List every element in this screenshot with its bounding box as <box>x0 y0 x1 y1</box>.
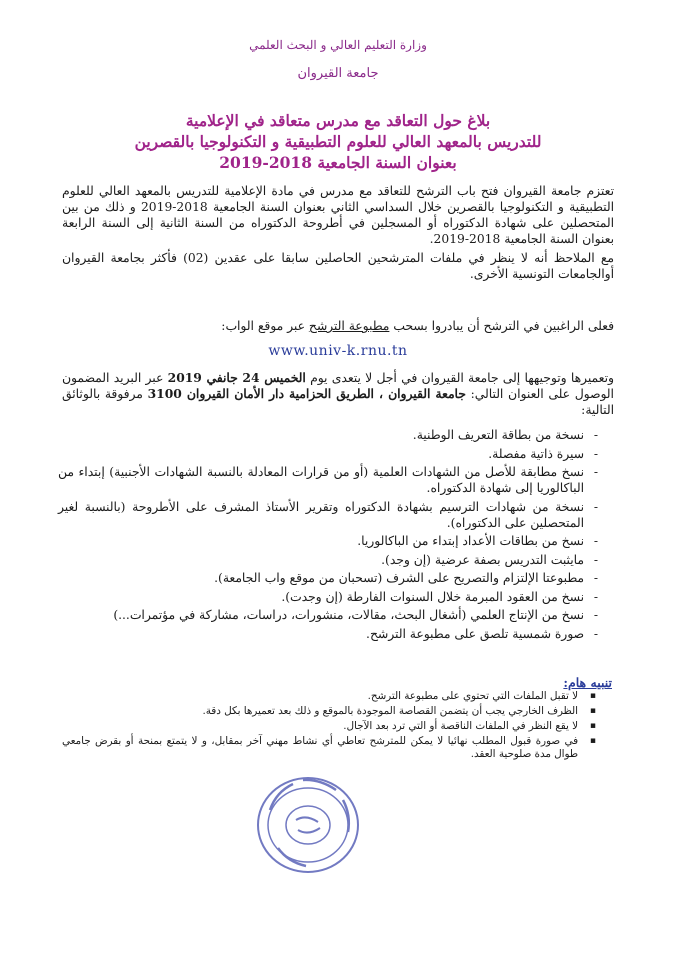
title-line-1: بلاغ حول التعاقد مع مدرس متعاقد في الإعلامية <box>185 111 491 130</box>
document-item: - نسخة من شهادات الترسيم بشهادة الدكتوراه وتقرير الأستاذ المشرف على الأطروحة (بالنسبة لغير المتحصلين على الدكتوراه). <box>58 499 598 531</box>
document-item: - نسخة من بطاقة التعريف الوطنية. <box>58 427 598 443</box>
deadline-text-2: عبر البريد المضمون الوصول على العنوان التالي: <box>62 371 614 401</box>
document-item: - نسخ من بطاقات الأعداد إبتداء من الباكالوريا. <box>58 533 598 549</box>
apply-after-text: عبر موقع الواب: <box>221 319 305 333</box>
document-item: - مايثبت التدريس بصفة عرضية (إن وجد). <box>58 552 598 568</box>
deadline-paragraph <box>62 370 614 418</box>
intro-paragraph: تعتزم جامعة القيروان فتح باب الترشح للتعاقد مع مدرس في مادة الإعلامية للتدريس بالمعهد العالي للعلوم التطبيقية و التكنولوجيا بالقصرين خلال السداسي الثاني بعنوان السنة الجامعية 2018-2019 و ذلك من بين المتحصلين على شهادة الدكتوراه أو المسجلين في أطروحة الدكتوراه من السنة الثانية إلى السنة الرابعة بعنوان السنة الجامعية 2018-2019. <box>62 184 614 246</box>
ministry-name: وزارة التعليم العالي و البحث العلمي <box>249 38 427 52</box>
title-line-3: بعنوان السنة الجامعية 2018-2019 <box>219 153 457 172</box>
document-item: - نسخ من العقود المبرمة خلال السنوات الفارطة (إن وجدت). <box>58 589 598 605</box>
application-form-link[interactable]: مطبوعة الترشح <box>308 319 390 333</box>
university-name: جامعة القيروان <box>297 66 379 81</box>
website-link[interactable]: www.univ-k.rnu.tn <box>268 343 408 359</box>
notice-item: ▪ في صورة قبول المطلب نهائيا لا يمكن للمترشح تعاطي أي نشاط مهني آخر بمقابل، و لا يتمتع بمنحة أو بقرض جامعي طوال مدة صلوحية العقد. <box>62 735 596 761</box>
remark-paragraph: مع الملاحظ أنه لا ينظر في ملفات المترشحين الحاصلين سابقا على عقدين (02) فأكثر بجامعة القيروان أوالجامعات التونسية الأخرى. <box>62 251 614 281</box>
document-item: - نسخ مطابقة للأصل من الشهادات العلمية (أو من قرارات المعادلة بالنسبة الشهادات الأجنبية) إبتداء من الباكالوريا إلى شهادة الدكتوراه. <box>58 464 598 496</box>
deadline-text-1: وتعميرها وتوجيهها إلى جامعة القيروان في أجل لا يتعدى يوم <box>310 371 614 385</box>
official-stamp <box>248 770 368 880</box>
deadline-text-3: مرفوقة بالوثائق التالية: <box>62 387 614 417</box>
document-item: - صورة شمسية تلصق على مطبوعة الترشح. <box>58 626 598 642</box>
document-item: - مطبوعتا الإلتزام والتصريح على الشرف (تسحبان من موقع واب الجامعة). <box>58 570 598 586</box>
postal-address: جامعة القيروان ، الطريق الحزامية دار الأمان القيروان 3100 <box>147 386 466 401</box>
title-line-2: للتدريس بالمعهد العالي للعلوم التطبيقية و التكنولوجيا بالقصرين <box>134 132 542 151</box>
apply-instruction <box>62 318 614 334</box>
deadline-date: الخميس 24 جانفي 2019 <box>167 370 306 385</box>
document-item: - سيرة ذاتية مفصلة. <box>58 446 598 462</box>
apply-before-text: فعلى الراغبين في الترشح أن يبادروا بسحب <box>393 319 614 333</box>
notice-item: ▪ لا تقبل الملفات التي تحتوي على مطبوعة الترشح. <box>62 690 596 703</box>
notice-item: ▪ الظرف الخارجي يجب أن يتضمن القصاصة الموجودة بالموقع و ذلك بعد تعميرها بكل دقة. <box>62 705 596 718</box>
notice-title: تنبيه هام: <box>563 675 612 690</box>
notice-item: ▪ لا يقع النظر في الملفات الناقصة أو التي ترد بعد الآجال. <box>62 720 596 733</box>
required-documents-list <box>58 427 598 644</box>
document-item: - نسخ من الإنتاج العلمي (أشغال البحث، مقالات، منشورات، دراسات، مشاركة في مؤتمرات...) <box>58 607 598 623</box>
notice-list <box>62 690 596 763</box>
